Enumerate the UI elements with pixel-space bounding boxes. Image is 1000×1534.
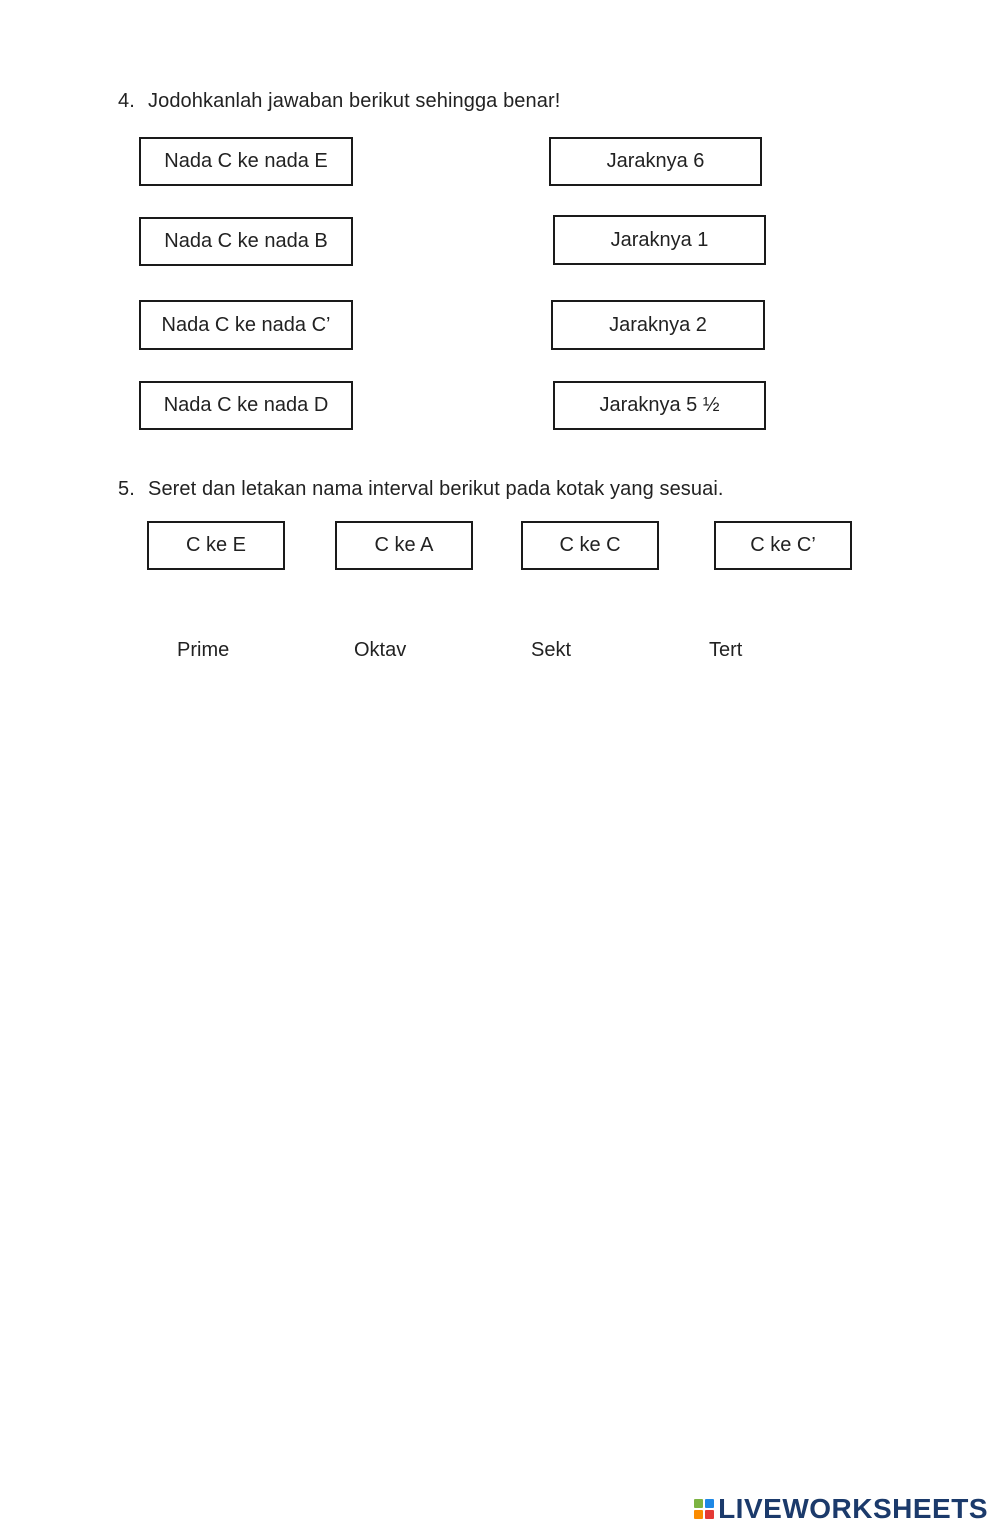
match-left-box-4[interactable]: [139, 381, 353, 430]
drag-option-sekt[interactable]: Sekt: [531, 639, 572, 661]
drop-box-label: C ke C’: [750, 534, 816, 556]
match-right-box-3[interactable]: [551, 300, 765, 350]
question-4-prompt: [118, 90, 560, 113]
match-left-label: Nada C ke nada E: [164, 150, 328, 172]
drop-box-label: C ke A: [374, 534, 434, 556]
match-left-box-1[interactable]: [139, 137, 353, 186]
logo-wordmark: LIVEWORKSHEETS: [718, 1493, 988, 1524]
drop-box-1[interactable]: [147, 521, 285, 570]
question-5-number: 5.: [118, 478, 135, 500]
logo-square-orange: [694, 1510, 703, 1519]
logo-square-red: [705, 1510, 714, 1519]
question-4-text: Jodohkanlah jawaban berikut sehingga benar!: [148, 90, 561, 112]
drop-box-2[interactable]: [335, 521, 473, 570]
question-5-text: Seret dan letakan nama interval berikut pada kotak yang sesuai.: [148, 478, 724, 500]
drag-option-tert[interactable]: Tert: [709, 639, 743, 661]
drop-box-3[interactable]: [521, 521, 659, 570]
drop-box-label: C ke C: [559, 534, 621, 556]
logo-square-green: [694, 1499, 703, 1508]
match-right-box-2[interactable]: [553, 215, 766, 265]
match-left-label: Nada C ke nada D: [163, 394, 329, 416]
match-left-box-2[interactable]: [139, 217, 353, 266]
question-4-number: 4.: [118, 90, 135, 112]
match-right-label: Jaraknya 2: [609, 313, 707, 336]
liveworksheets-logo: [694, 1492, 988, 1526]
question-5-prompt: [118, 478, 724, 501]
match-left-label: Nada C ke nada C’: [161, 313, 331, 336]
drop-box-label: C ke E: [185, 534, 247, 556]
match-right-label: Jaraknya 6: [606, 150, 705, 172]
match-right-label: Jaraknya 1: [610, 228, 709, 251]
match-right-box-1[interactable]: [549, 137, 762, 186]
match-left-box-3[interactable]: [139, 300, 353, 350]
match-left-label: Nada C ke nada B: [164, 230, 328, 252]
match-right-box-4[interactable]: [553, 381, 766, 430]
drag-option-prime[interactable]: Prime: [177, 639, 230, 661]
logo-square-blue: [705, 1499, 714, 1508]
liveworksheets-grid-icon: [694, 1499, 714, 1519]
drag-option-oktav[interactable]: Oktav: [354, 639, 407, 661]
drop-box-4[interactable]: [714, 521, 852, 570]
match-right-label: Jaraknya 5 ½: [599, 394, 720, 416]
